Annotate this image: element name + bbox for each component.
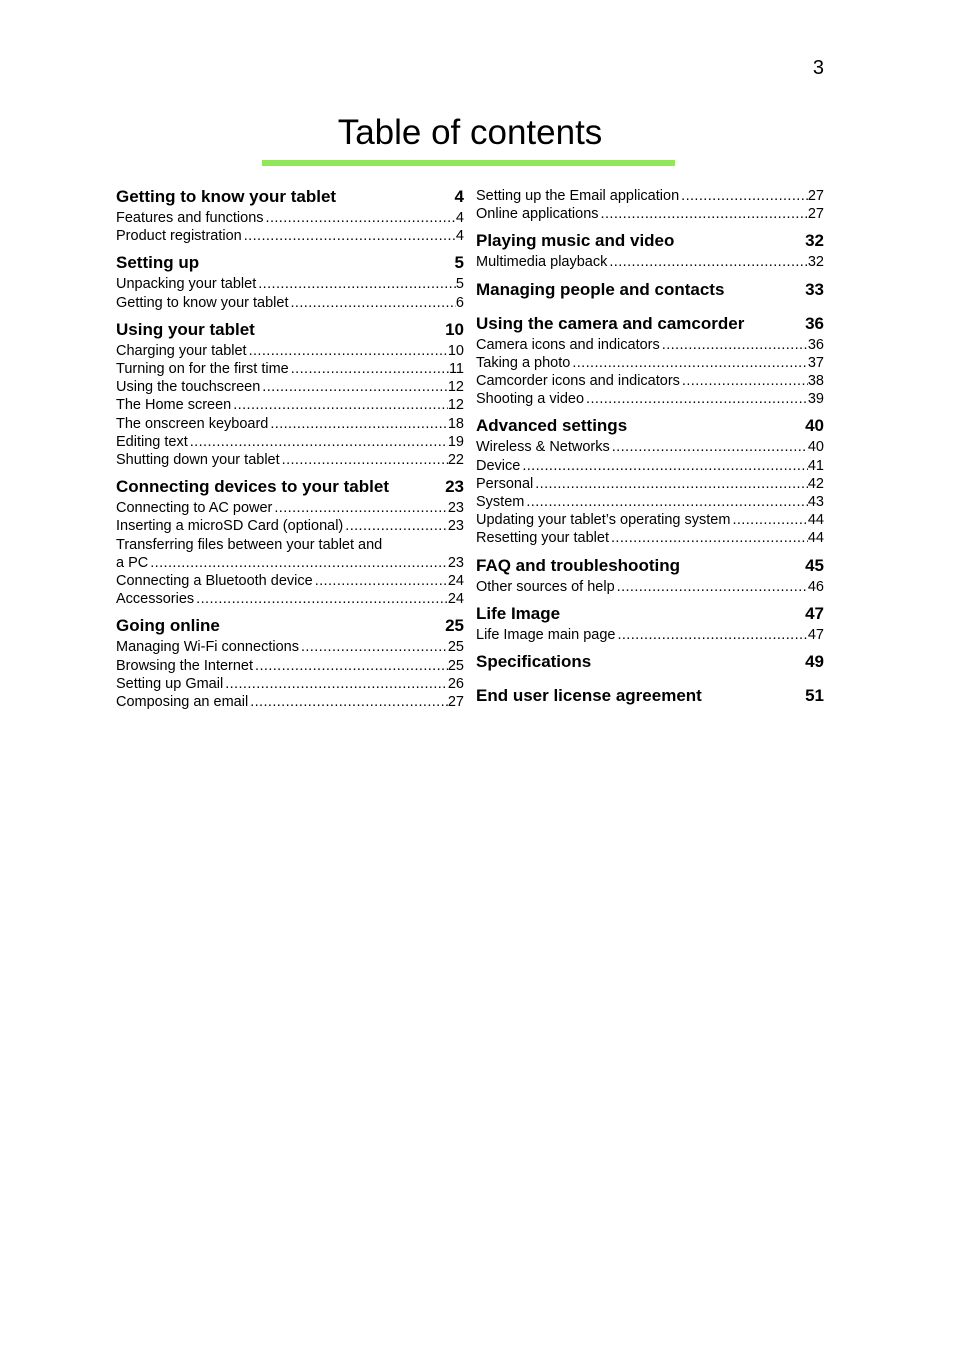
toc-section-connecting-devices-to-your-tablet — [116, 477, 464, 608]
entry-title: Personal — [476, 475, 534, 492]
dot-leader — [533, 475, 808, 493]
entry-title: Unpacking your tablet — [116, 276, 257, 293]
entry-page-number: 44 — [807, 530, 824, 547]
entry-title: Accessories — [116, 591, 195, 608]
entry-title: Camera icons and indicators — [476, 336, 660, 353]
chapter-page-number: 36 — [805, 313, 824, 333]
toc-entry-link[interactable] — [116, 657, 464, 675]
entry-title: Connecting a Bluetooth device — [116, 573, 313, 590]
entry-title: Shutting down your tablet — [116, 452, 280, 469]
dot-leader — [223, 675, 448, 693]
entry-page-number: 12 — [447, 397, 464, 414]
entry-page-number: 25 — [447, 657, 464, 674]
dot-leader — [730, 511, 807, 529]
dot-leader — [607, 253, 807, 271]
entry-title: Multimedia playback — [476, 254, 608, 271]
entry-title: The Home screen — [116, 397, 232, 414]
toc-section-going-online — [116, 616, 464, 711]
entry-page-number: 25 — [447, 639, 464, 656]
entry-title: Setting up Gmail — [116, 675, 224, 692]
toc-entry-link[interactable] — [116, 590, 464, 608]
dot-leader — [615, 626, 807, 644]
dot-leader — [524, 493, 808, 511]
dot-leader — [289, 360, 449, 378]
entry-page-number: 27 — [807, 206, 824, 223]
dot-leader — [248, 693, 448, 711]
chapter-title: Managing people and contacts — [476, 279, 725, 299]
chapter-page-number: 33 — [805, 279, 824, 299]
chapter-page-number: 23 — [445, 477, 464, 497]
toc-entry-link[interactable] — [116, 499, 464, 517]
chapter-page-number: 40 — [805, 416, 824, 436]
toc-entry-link[interactable] — [116, 275, 464, 293]
entry-title: Resetting your tablet — [476, 530, 609, 547]
toc-entry-link[interactable] — [476, 578, 824, 596]
entry-title: Managing Wi-Fi connections — [116, 639, 299, 656]
chapter-page-number: 49 — [805, 652, 824, 672]
chapter-title: Advanced settings — [476, 416, 628, 436]
toc-left-column — [116, 187, 464, 719]
dot-leader — [615, 578, 808, 596]
toc-entry-link[interactable] — [116, 451, 464, 469]
entry-title: Features and functions — [116, 210, 264, 226]
toc-entry-link[interactable] — [476, 354, 824, 372]
dot-leader — [280, 451, 448, 469]
dot-leader — [148, 554, 448, 572]
entry-title: Product registration — [116, 228, 242, 245]
toc-section-using-the-camera-and-camcorder — [476, 314, 824, 409]
toc-entry-link[interactable] — [116, 675, 464, 693]
chapter-title: FAQ and troubleshooting — [476, 555, 680, 575]
toc-entry-link[interactable] — [476, 475, 824, 493]
chapter-page-number: 10 — [445, 319, 464, 339]
entry-page-number: 32 — [807, 254, 824, 271]
entry-page-number: 19 — [447, 433, 464, 450]
dot-leader — [242, 227, 456, 245]
entry-page-number: 23 — [447, 518, 464, 535]
entry-page-number: 24 — [447, 573, 464, 590]
entry-title: Online applications — [476, 206, 599, 223]
entry-page-number: 40 — [807, 439, 824, 456]
toc-entry-link[interactable] — [476, 438, 824, 456]
entry-page-number: 38 — [807, 373, 824, 390]
dot-leader — [231, 396, 448, 414]
chapter-title: Using the camera and camcorder — [476, 313, 745, 333]
toc-chapter-link[interactable] — [476, 314, 824, 334]
toc-right-column — [476, 187, 824, 720]
entry-title: Shooting a video — [476, 391, 585, 408]
toc-entry-link[interactable] — [476, 626, 824, 644]
title-underline — [262, 160, 675, 166]
entry-title: Taking a photo — [476, 354, 571, 371]
toc-section-specifications — [476, 652, 824, 678]
toc-entry-link[interactable] — [476, 457, 824, 475]
chapter-title: Getting to know your tablet — [116, 187, 337, 206]
entry-title: Camcorder icons and indicators — [476, 373, 680, 390]
entry-page-number: 12 — [447, 379, 464, 396]
toc-section-setting-up — [116, 253, 464, 311]
chapter-page-number: 4 — [454, 187, 464, 206]
entry-title: Using the touchscreen — [116, 379, 261, 396]
toc-entry-link[interactable] — [116, 415, 464, 433]
entry-page-number: 44 — [807, 512, 824, 529]
toc-entry-link[interactable] — [116, 638, 464, 656]
toc-entry-link[interactable] — [116, 209, 464, 227]
toc-chapter-link[interactable] — [476, 280, 824, 300]
entry-title: Updating your tablet’s operating system — [476, 512, 731, 529]
chapter-title: Using your tablet — [116, 319, 255, 339]
entry-page-number: 36 — [807, 336, 824, 353]
toc-section-faq-and-troubleshooting — [476, 556, 824, 596]
chapter-page-number: 45 — [805, 555, 824, 575]
entry-title: The onscreen keyboard — [116, 415, 269, 432]
entry-title: Turning on for the first time — [116, 361, 289, 378]
entry-title: Device — [476, 457, 521, 474]
toc-entry-link[interactable] — [116, 294, 464, 312]
toc-section-end-user-license-agreement — [476, 686, 824, 712]
dot-leader — [609, 529, 808, 547]
entry-title: Composing an email — [116, 694, 249, 711]
dot-leader — [313, 572, 448, 590]
toc-chapter-link[interactable] — [476, 231, 824, 251]
toc-entry-link[interactable] — [476, 205, 824, 223]
entry-page-number: 24 — [447, 591, 464, 608]
dot-leader — [660, 336, 808, 354]
toc-entry-link[interactable] — [116, 396, 464, 414]
chapter-page-number: 5 — [454, 253, 464, 273]
entry-title: Getting to know your tablet — [116, 294, 289, 311]
entry-title: Transferring files between your tablet and — [116, 536, 383, 553]
toc-section-playing-music-and-video — [476, 231, 824, 271]
toc-entry-link[interactable] — [476, 529, 824, 547]
chapter-title: Playing music and video — [476, 231, 675, 251]
entry-title: Setting up the Email application — [476, 188, 680, 204]
entry-page-number: 27 — [807, 188, 824, 204]
toc-section-managing-people-and-contacts — [476, 280, 824, 306]
toc-entry-link[interactable] — [476, 336, 824, 354]
chapter-title: Specifications — [476, 652, 592, 672]
page-title: Table of contents — [337, 113, 603, 152]
entry-title-continued: a PC — [116, 554, 149, 571]
dot-leader — [570, 354, 808, 372]
entry-page-number: 4 — [455, 228, 464, 245]
chapter-title: End user license agreement — [476, 686, 702, 706]
toc-entry-link[interactable] — [116, 227, 464, 245]
toc-entry-link[interactable] — [116, 360, 464, 378]
dot-leader — [680, 372, 808, 390]
chapter-page-number: 32 — [805, 231, 824, 251]
chapter-page-number: 25 — [445, 616, 464, 636]
toc-chapter-link[interactable] — [116, 253, 464, 273]
toc-entry-link[interactable] — [116, 517, 464, 535]
dot-leader — [520, 457, 808, 475]
toc-entry-link[interactable] — [476, 253, 824, 271]
toc-section-continued — [476, 187, 824, 223]
dot-leader — [272, 499, 447, 517]
dot-leader — [188, 433, 448, 451]
toc-chapter-link[interactable] — [116, 320, 464, 340]
toc-entry-link[interactable] — [476, 187, 824, 205]
entry-page-number: 6 — [455, 294, 464, 311]
toc-section-getting-to-know-your-tablet — [116, 187, 464, 245]
toc-entry-link[interactable] — [116, 378, 464, 396]
entry-page-number: 23 — [447, 554, 464, 571]
entry-page-number: 26 — [447, 675, 464, 692]
toc-chapter-link[interactable] — [476, 686, 824, 706]
toc-chapter-link[interactable] — [476, 416, 824, 436]
chapter-title: Setting up — [116, 253, 200, 273]
page-number: 3 — [812, 57, 824, 79]
entry-page-number: 42 — [807, 475, 824, 492]
entry-title: Browsing the Internet — [116, 657, 254, 674]
entry-title: Life Image main page — [476, 626, 616, 643]
toc-entry-link[interactable] — [116, 572, 464, 590]
chapter-page-number: 51 — [805, 686, 824, 706]
dot-leader — [247, 342, 448, 360]
dot-leader — [584, 390, 808, 408]
dot-leader — [253, 657, 448, 675]
entry-page-number: 5 — [455, 276, 464, 293]
toc-entry-link[interactable] — [116, 342, 464, 360]
dot-leader — [599, 205, 808, 223]
toc-chapter-link[interactable] — [116, 477, 464, 497]
toc-entry-link[interactable] — [476, 390, 824, 408]
dot-leader — [299, 638, 448, 656]
toc-entry-link[interactable] — [476, 511, 824, 529]
entry-page-number: 47 — [807, 626, 824, 643]
toc-entry-link[interactable] — [116, 433, 464, 451]
toc-section-using-your-tablet — [116, 320, 464, 469]
entry-page-number: 23 — [447, 500, 464, 517]
toc-entry-link[interactable] — [476, 372, 824, 390]
entry-title: Wireless & Networks — [476, 439, 610, 456]
dot-leader — [264, 209, 456, 227]
entry-title: System — [476, 494, 525, 511]
toc-entry-link[interactable] — [116, 693, 464, 711]
dot-leader — [289, 294, 456, 312]
dot-leader — [260, 378, 448, 396]
entry-page-number: 10 — [447, 342, 464, 359]
entry-title: Editing text — [116, 433, 188, 450]
dot-leader — [343, 517, 448, 535]
toc-chapter-link[interactable] — [116, 187, 464, 207]
toc-chapter-link[interactable] — [116, 616, 464, 636]
entry-page-number: 11 — [448, 361, 464, 378]
chapter-title: Life Image — [476, 603, 561, 623]
dot-leader — [268, 415, 448, 433]
entry-page-number: 22 — [447, 452, 464, 469]
dot-leader — [679, 187, 808, 205]
entry-page-number: 27 — [447, 694, 464, 711]
entry-page-number: 18 — [447, 415, 464, 432]
entry-page-number: 37 — [807, 354, 824, 371]
entry-title: Connecting to AC power — [116, 500, 273, 517]
toc-chapter-link[interactable] — [476, 652, 824, 672]
entry-title: Other sources of help — [476, 578, 615, 595]
entry-title: Inserting a microSD Card (optional) — [116, 518, 344, 535]
entry-page-number: 43 — [807, 494, 824, 511]
dot-leader — [256, 275, 456, 293]
toc-entry-link[interactable] — [476, 493, 824, 511]
toc-section-life-image — [476, 604, 824, 644]
dot-leader — [194, 590, 448, 608]
chapter-title: Connecting devices to your tablet — [116, 477, 389, 497]
entry-page-number: 4 — [455, 210, 464, 226]
toc-section-advanced-settings — [476, 416, 824, 547]
chapter-title: Going online — [116, 616, 220, 636]
chapter-page-number: 47 — [805, 603, 824, 623]
toc-chapter-link[interactable] — [476, 604, 824, 624]
entry-page-number: 39 — [807, 391, 824, 408]
toc-chapter-link[interactable] — [476, 556, 824, 576]
entry-page-number: 41 — [807, 457, 824, 474]
entry-title: Charging your tablet — [116, 342, 247, 359]
dot-leader — [610, 438, 808, 456]
toc-entry-link[interactable] — [116, 536, 464, 572]
entry-page-number: 46 — [807, 578, 824, 595]
